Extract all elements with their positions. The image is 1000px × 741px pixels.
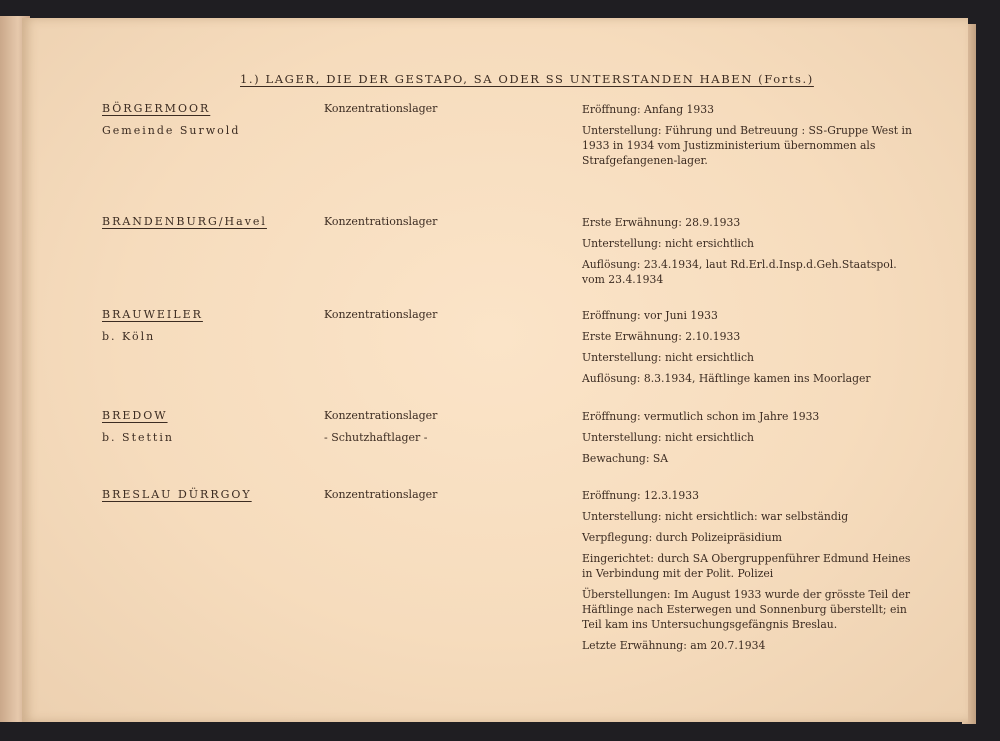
camp-location: b. Köln [102,330,156,343]
note-line: Unterstellung: nicht ersichtlich: war selbständig [582,510,849,523]
note-line: Auflösung: 8.3.1934, Häftlinge kamen ins Moorlager [582,372,871,385]
note-line: Erste Erwähnung: 2.10.1933 [582,330,741,343]
note-line: Unterstellung: nicht ersichtlich [582,237,754,250]
camp-notes [582,409,912,472]
camp-type: Konzentrationslager [324,308,438,321]
note-line: Auflösung: 23.4.1934, laut Rd.Erl.d.Insp.d.Geh.Staatspol. vom 23.4.1934 [582,258,897,286]
note-line: Verpflegung: durch Polizeipräsidium [582,531,782,544]
camp-type: Konzentrationslager [324,215,438,228]
camp-name: BRESLAU DÜRRGOY [102,488,252,501]
camp-notes [582,215,912,293]
note-line: Unterstellung: nicht ersichtlich [582,431,754,444]
camp-location: b. Stettin [102,431,174,444]
note-line: Letzte Erwähnung: am 20.7.1934 [582,639,766,652]
note-line: Überstellungen: Im August 1933 wurde der grösste Teil der Häftlinge nach Esterwegen und Sonnenburg überstellt; ein Teil kam ins Untersuchungsgefängnis Breslau. [582,588,911,631]
camp-subtype: - Schutzhaftlager - [324,431,428,444]
camp-notes [582,308,912,392]
camp-notes [582,102,912,174]
camp-name: BRAUWEILER [102,308,203,321]
camp-name: BÖRGERMOOR [102,102,211,115]
camp-name: BREDOW [102,409,168,422]
camp-type: Konzentrationslager [324,102,438,115]
camp-name: BRANDENBURG/Havel [102,215,267,228]
note-line: Unterstellung: nicht ersichtlich [582,351,754,364]
note-line: Eröffnung: vor Juni 1933 [582,309,718,322]
camp-notes [582,488,912,659]
note-line: Bewachung: SA [582,452,669,465]
note-line: Erste Erwähnung: 28.9.1933 [582,216,741,229]
note-line: Unterstellung: Führung und Betreuung : SS-Gruppe West in 1933 in 1934 vom Justizministerium übernommen als Strafgefangenen-lager. [582,124,912,167]
note-line: Eröffnung: vermutlich schon im Jahre 1933 [582,410,820,423]
document-page [22,18,968,722]
note-line: Eingerichtet: durch SA Obergruppenführer Edmund Heines in Verbindung mit der Polit. Polizei [582,552,911,580]
camp-location: Gemeinde Surwold [102,124,241,137]
camp-type: Konzentrationslager [324,409,438,422]
note-line: Eröffnung: 12.3.1933 [582,489,700,502]
page-header: 1.) LAGER, DIE DER GESTAPO, SA ODER SS UNTERSTANDEN HABEN (Forts.) [240,72,814,86]
camp-type: Konzentrationslager [324,488,438,501]
note-line: Eröffnung: Anfang 1933 [582,103,715,116]
